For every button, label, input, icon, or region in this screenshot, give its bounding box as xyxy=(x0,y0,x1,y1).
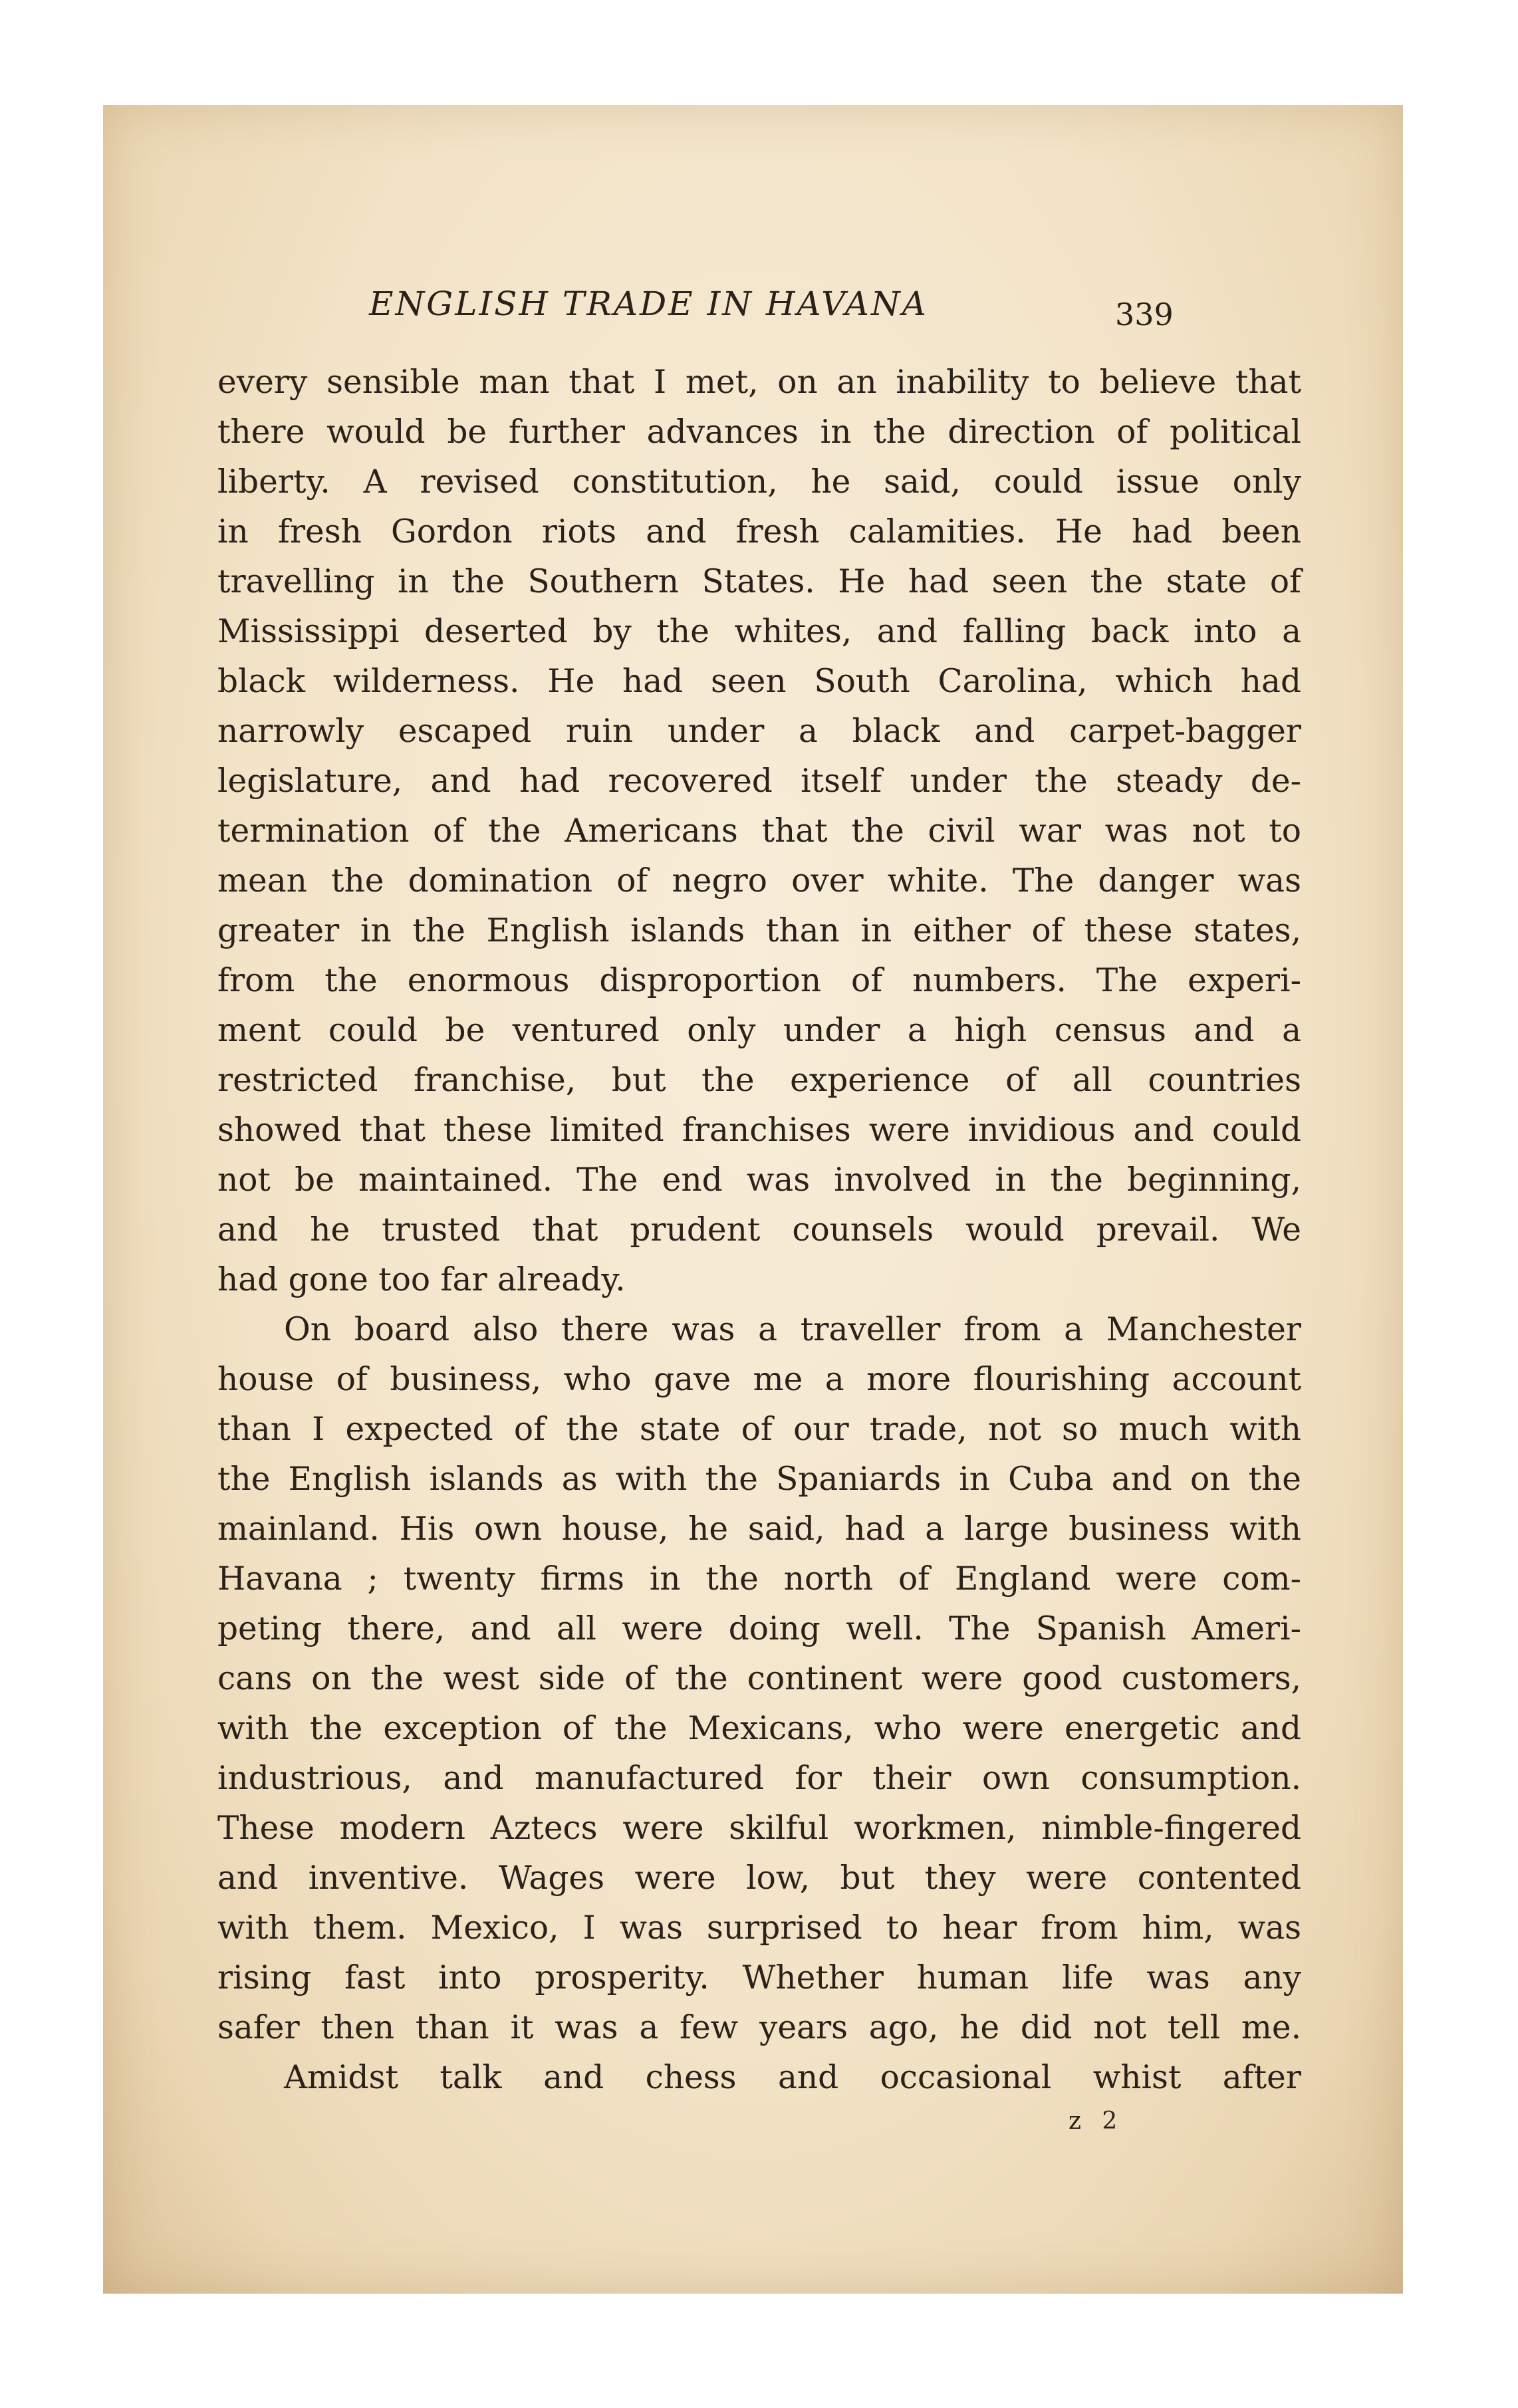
text-line: than I expected of the state of our trade, not so much with xyxy=(217,1411,1301,1448)
text-line-paragraph-end: had gone too far already. xyxy=(217,1261,626,1298)
text-line: house of business, who gave me a more flourishing account xyxy=(217,1361,1301,1398)
text-line: greater in the English islands than in either of these states, xyxy=(217,912,1301,949)
text-line: mean the domination of negro over white. The danger was xyxy=(217,862,1301,900)
text-line-paragraph-start: Amidst talk and chess and occasional whist after xyxy=(284,2059,1301,2096)
text-line: black wilderness. He had seen South Carolina, which had xyxy=(217,663,1301,700)
text-line: termination of the Americans that the civil war was not to xyxy=(217,812,1301,850)
text-line: every sensible man that I met, on an inability to believe that xyxy=(217,364,1301,401)
text-line: showed that these limited franchises were invidious and could xyxy=(217,1112,1301,1149)
book-page xyxy=(103,105,1403,2294)
signature-mark: z 2 xyxy=(1069,2107,1124,2135)
text-line: peting there, and all were doing well. The Spanish Ameri- xyxy=(217,1610,1301,1647)
text-line: Havana ; twenty firms in the north of England were com- xyxy=(217,1560,1301,1598)
text-line: and he trusted that prudent counsels would prevail. We xyxy=(217,1211,1301,1249)
text-line: rising fast into prosperity. Whether human life was any xyxy=(217,1959,1301,1996)
text-line: narrowly escaped ruin under a black and carpet-bagger xyxy=(217,713,1301,750)
text-line: safer then than it was a few years ago, he did not tell me. xyxy=(217,2009,1301,2046)
text-line: These modern Aztecs were skilful workmen, nimble-fingered xyxy=(217,1810,1301,1847)
page-number: 339 xyxy=(1115,297,1174,332)
running-title: ENGLISH TRADE IN HAVANA xyxy=(369,285,928,323)
page-header xyxy=(103,285,1403,338)
text-line: not be maintained. The end was involved in the beginning, xyxy=(217,1161,1301,1199)
text-line: in fresh Gordon riots and fresh calamities. He had been xyxy=(217,513,1301,550)
page-body-text xyxy=(217,358,1301,2103)
text-line: there would be further advances in the direction of political xyxy=(217,414,1301,451)
text-line: with the exception of the Mexicans, who were energetic and xyxy=(217,1710,1301,1747)
text-line-paragraph-start: On board also there was a traveller from a Manchester xyxy=(284,1311,1301,1348)
text-line: mainland. His own house, he said, had a large business with xyxy=(217,1510,1301,1548)
text-line: cans on the west side of the continent were good customers, xyxy=(217,1660,1301,1697)
text-line: travelling in the Southern States. He had seen the state of xyxy=(217,563,1301,600)
text-line: the English islands as with the Spaniards in Cuba and on the xyxy=(217,1461,1301,1498)
text-line: and inventive. Wages were low, but they were contented xyxy=(217,1860,1301,1897)
text-line: restricted franchise, but the experience of all countries xyxy=(217,1062,1301,1099)
text-line: from the enormous disproportion of numbers. The experi- xyxy=(217,962,1301,999)
text-line: liberty. A revised constitution, he said, could issue only xyxy=(217,463,1301,501)
text-line: with them. Mexico, I was surprised to hear from him, was xyxy=(217,1909,1301,1947)
text-line: Mississippi deserted by the whites, and falling back into a xyxy=(217,613,1301,650)
text-line: legislature, and had recovered itself under the steady de- xyxy=(217,763,1301,800)
text-line: ment could be ventured only under a high census and a xyxy=(217,1012,1301,1049)
text-line: industrious, and manufactured for their own consumption. xyxy=(217,1760,1301,1797)
